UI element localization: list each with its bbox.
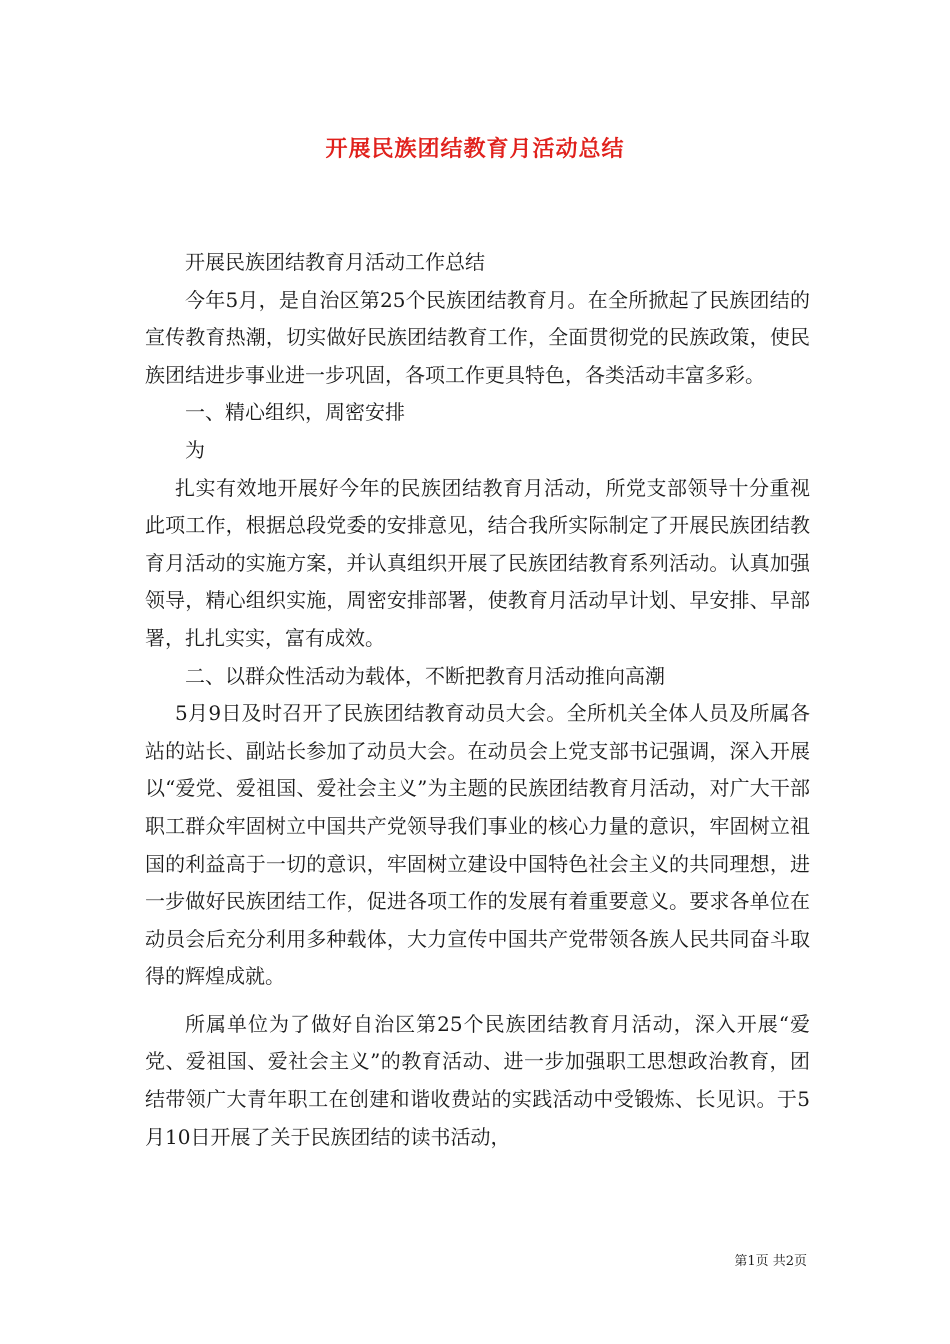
paragraph-section-2b: 所属单位为了做好自治区第25个民族团结教育月活动，深入开展“爱党、爱祖国、爱社会主义”的教育活动、进一步加强职工思想政治教育，团结带领广大青年职工在创建和谐收费站的实践活动中受锻炼、长见识。于5月10日开展了关于民族团结的读书活动，	[145, 1011, 810, 1149]
paragraph-intro: 今年5月，是自治区第25个民族团结教育月。在全所掀起了民族团结的宣传教育热潮，切实做好民族团结教育工作，全面贯彻党的民族政策，使民族团结进步事业进一步巩固，各项工作更具特色，各类活动丰富多彩。	[145, 287, 810, 387]
document-body	[145, 244, 810, 1156]
paragraph-section-2a: 5月9日及时召开了民族团结教育动员大会。全所机关全体人员及所属各站的站长、副站长参加了动员大会。在动员会上党支部书记强调，深入开展以“爱党、爱祖国、爱社会主义”为主题的民族团结教育月活动，对广大干部职工群众牢固树立中国共产党领导我们事业的核心力量的意识，牢固树立祖国的利益高于一切的意识，牢固树立建设中国特色社会主义的共同理想，进一步做好民族团结工作，促进各项工作的发展有着重要意义。要求各单位在动员会后充分利用多种载体，大力宣传中国共产党带领各族人民共同奋斗取得的辉煌成就。	[145, 701, 810, 989]
section-heading-2: 二、以群众性活动为载体，不断把教育月活动推向高潮	[185, 663, 665, 688]
paragraph-subtitle: 开展民族团结教育月活动工作总结	[185, 250, 485, 274]
section-heading-1: 一、精心组织，周密安排	[185, 400, 405, 425]
page-number: 第1页 共2页	[734, 1254, 807, 1269]
document-title: 开展民族团结教育月活动总结	[325, 136, 625, 162]
paragraph-fragment: 为	[185, 437, 205, 462]
paragraph-section-1: 扎实有效地开展好今年的民族团结教育月活动，所党支部领导十分重视此项工作，根据总段党委的安排意见，结合我所实际制定了开展民族团结教育月活动的实施方案，并认真组织开展了民族团结教育系列活动。认真加强领导，精心组织实施，周密安排部署，使教育月活动早计划、早安排、早部署，扎扎实实，富有成效。	[145, 475, 810, 650]
